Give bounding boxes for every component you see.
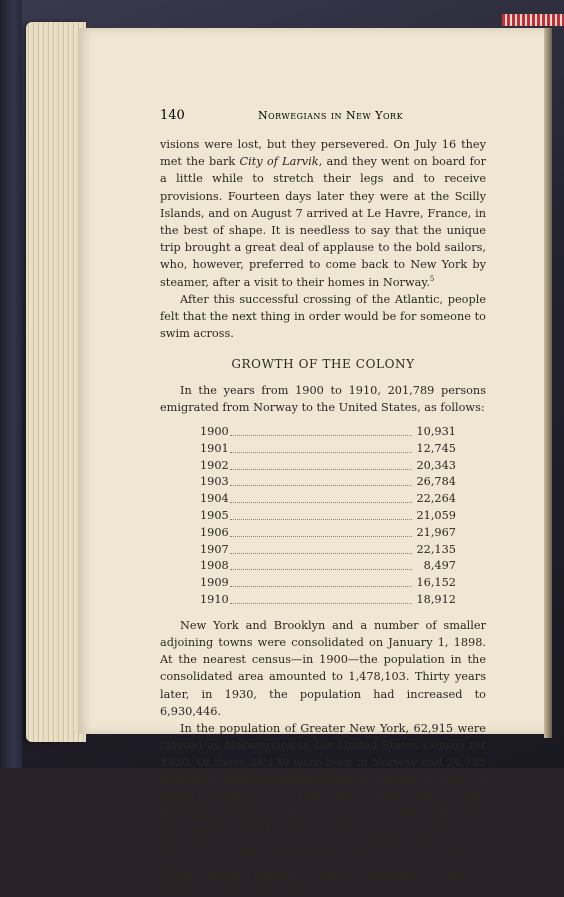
page-edge-shadow [544, 28, 552, 738]
dot-leader [230, 452, 412, 453]
row-value: 16,152 [416, 576, 456, 590]
running-head: Norwegians in New York [258, 109, 404, 122]
row-value: 26,784 [416, 475, 456, 489]
row-year: 1902 [200, 458, 231, 475]
footnote-ref: 5 [429, 274, 435, 283]
page-stack-edge [26, 22, 86, 742]
table-row [200, 592, 456, 609]
row-value: 18,912 [416, 593, 456, 607]
dot-leader [230, 586, 412, 587]
table-row [200, 575, 456, 592]
row-year: 1900 [200, 424, 231, 441]
row-value: 21,059 [416, 509, 456, 523]
table-row [200, 458, 456, 475]
main-text [160, 136, 486, 897]
row-year: 1910 [200, 592, 231, 609]
page-header [160, 108, 486, 124]
dot-leader [230, 435, 412, 436]
dot-leader [230, 519, 412, 520]
dot-leader [230, 485, 412, 486]
row-year: 1905 [200, 508, 231, 525]
row-year: 1904 [200, 491, 231, 508]
emigration-table [200, 424, 456, 609]
dot-leader [230, 603, 412, 604]
table-row [200, 542, 456, 559]
row-year: 1909 [200, 575, 231, 592]
paragraph-2: After this successful crossing of the Atlantic, people felt that the next thing in order would be for someone to swim across. [160, 292, 486, 341]
paragraph-1: visions were lost, but they persevered. On July 16 they met the bark City of Larvik, and they went on board for a little while to stretch their legs and to receive provisions. Fourteen days later they were at the Scilly Islands, and on August 7 arrived at Le Havre, France, in the best of shape. It is needless to say that the unique trip brought a great deal of applause to the bold sailors, who, however, preferred to come back to New York by steamer, after a visit to their homes in Norway.$^5$ [160, 138, 486, 289]
row-value: 20,343 [416, 458, 456, 472]
ship-name: City of Larvik [239, 155, 319, 169]
dot-leader [230, 536, 412, 537]
section-intro: In the years from 1900 to 1910, 201,789 persons emigrated from Norway to the United States, as follows: [160, 383, 486, 414]
dot-leader [230, 469, 412, 470]
table-row [200, 491, 456, 508]
dot-leader [230, 502, 412, 503]
footnote: $^5$Nordisk Tidende, February 7, August 7, September 4, 1896; January 29, 1907; March 28, 1912. [160, 868, 464, 896]
row-year: 1906 [200, 525, 231, 542]
table-row [200, 441, 456, 458]
row-value: 22,135 [416, 542, 456, 556]
table-row [200, 558, 456, 575]
section-heading: GROWTH OF THE COLONY [231, 357, 415, 372]
footnote-title: Nordisk Tidende [164, 871, 248, 883]
row-value: 10,931 [416, 425, 456, 439]
row-year: 1907 [200, 542, 231, 559]
table-row [200, 424, 456, 441]
dot-leader [230, 569, 412, 570]
bookmark-ribbon [502, 14, 564, 26]
row-year: 1903 [200, 474, 231, 491]
row-value: 21,967 [416, 525, 456, 539]
row-value: 22,264 [416, 492, 456, 506]
row-value: 12,745 [416, 441, 456, 455]
dot-leader [230, 553, 412, 554]
row-year: 1901 [200, 441, 231, 458]
book-spine-edge [0, 0, 22, 768]
paragraph-4: In the population of Greater New York, 62,915 were classed as Norwegians in the United States Census for 1930. Of these 38,130 were born in Norway and 24,785 were born here of parents born in Norway or were of mixed parentage. In 1900 there were only 11,387 Norwegian-born in the city. In 1910 this had been increased to 25,013 born in Norway and 12,392 born here of Norwegian immigrants, total 37,405. This may [160, 722, 486, 856]
table-row [200, 525, 456, 542]
table-row [200, 474, 456, 491]
row-value: 8,497 [423, 559, 456, 573]
paragraph-3: New York and Brooklyn and a number of smaller adjoining towns were consolidated on January 1, 1898. At the nearest census—in 1900—the population in the consolidated area amounted to 1,478,103. Thirty years later, in 1930, the population had increased to 6,930,446. [160, 618, 486, 718]
row-year: 1908 [200, 558, 231, 575]
table-row [200, 508, 456, 525]
page-number: 140 [160, 108, 185, 123]
